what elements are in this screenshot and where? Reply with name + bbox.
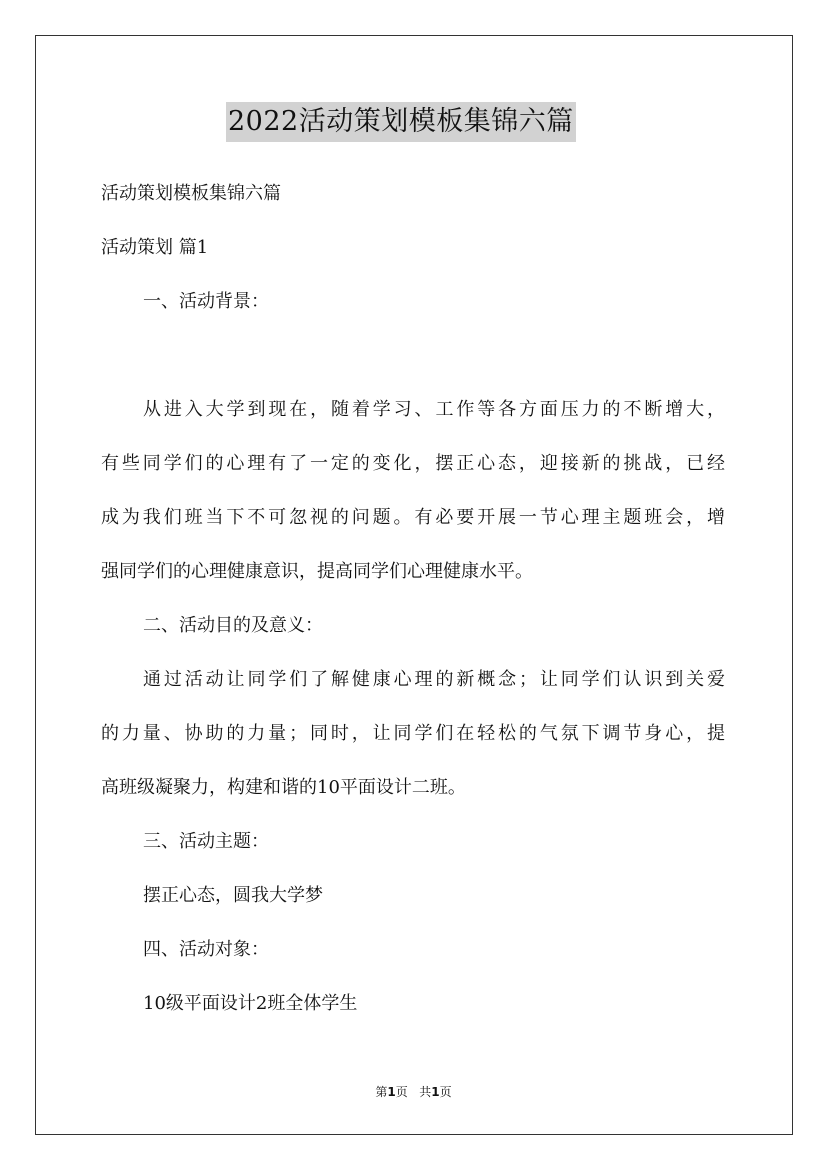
section-heading-purpose: 二、活动目的及意义： xyxy=(143,615,323,636)
section-heading-audience: 四、活动对象： xyxy=(143,939,269,960)
footer-total-prefix: 共 xyxy=(419,1085,432,1099)
footer-page-number: 1 xyxy=(387,1085,396,1099)
section-heading-theme: 三、活动主题： xyxy=(143,831,269,852)
section-body-purpose xyxy=(101,667,725,829)
paragraph-line: 通过活动让同学们了解健康心理的新概念；让同学们认识到关爱 xyxy=(143,669,725,690)
paragraph-line: 高班级凝聚力，构建和谐的10平面设计二班。 xyxy=(101,777,466,798)
document-subtitle: 活动策划模板集锦六篇 xyxy=(101,183,281,204)
paragraph-line: 有些同学们的心理有了一定的变化，摆正心态，迎接新的挑战，已经 xyxy=(101,453,725,474)
paragraph-line: 从进入大学到现在，随着学习、工作等各方面压力的不断增大， xyxy=(143,399,725,420)
page-footer xyxy=(0,1083,827,1100)
document-title: 2022活动策划模板集锦六篇 xyxy=(226,102,576,142)
paragraph-line: 成为我们班当下不可忽视的问题。有必要开展一节心理主题班会，增 xyxy=(101,507,725,528)
paragraph-line: 的力量、协助的力量；同时，让同学们在轻松的气氛下调节身心，提 xyxy=(101,723,725,744)
section-heading-background: 一、活动背景： xyxy=(143,291,269,312)
footer-page-suffix: 页 xyxy=(395,1085,408,1099)
section-body-audience: 10级平面设计2班全体学生 xyxy=(143,993,358,1014)
article-heading: 活动策划 篇1 xyxy=(101,237,209,258)
section-body-background xyxy=(101,397,725,613)
section-body-theme: 摆正心态，圆我大学梦 xyxy=(143,885,323,906)
paragraph-line: 强同学们的心理健康意识，提高同学们心理健康水平。 xyxy=(101,561,533,582)
footer-total-number: 1 xyxy=(431,1085,440,1099)
footer-page-prefix: 第 xyxy=(375,1085,388,1099)
footer-total-suffix: 页 xyxy=(439,1085,452,1099)
